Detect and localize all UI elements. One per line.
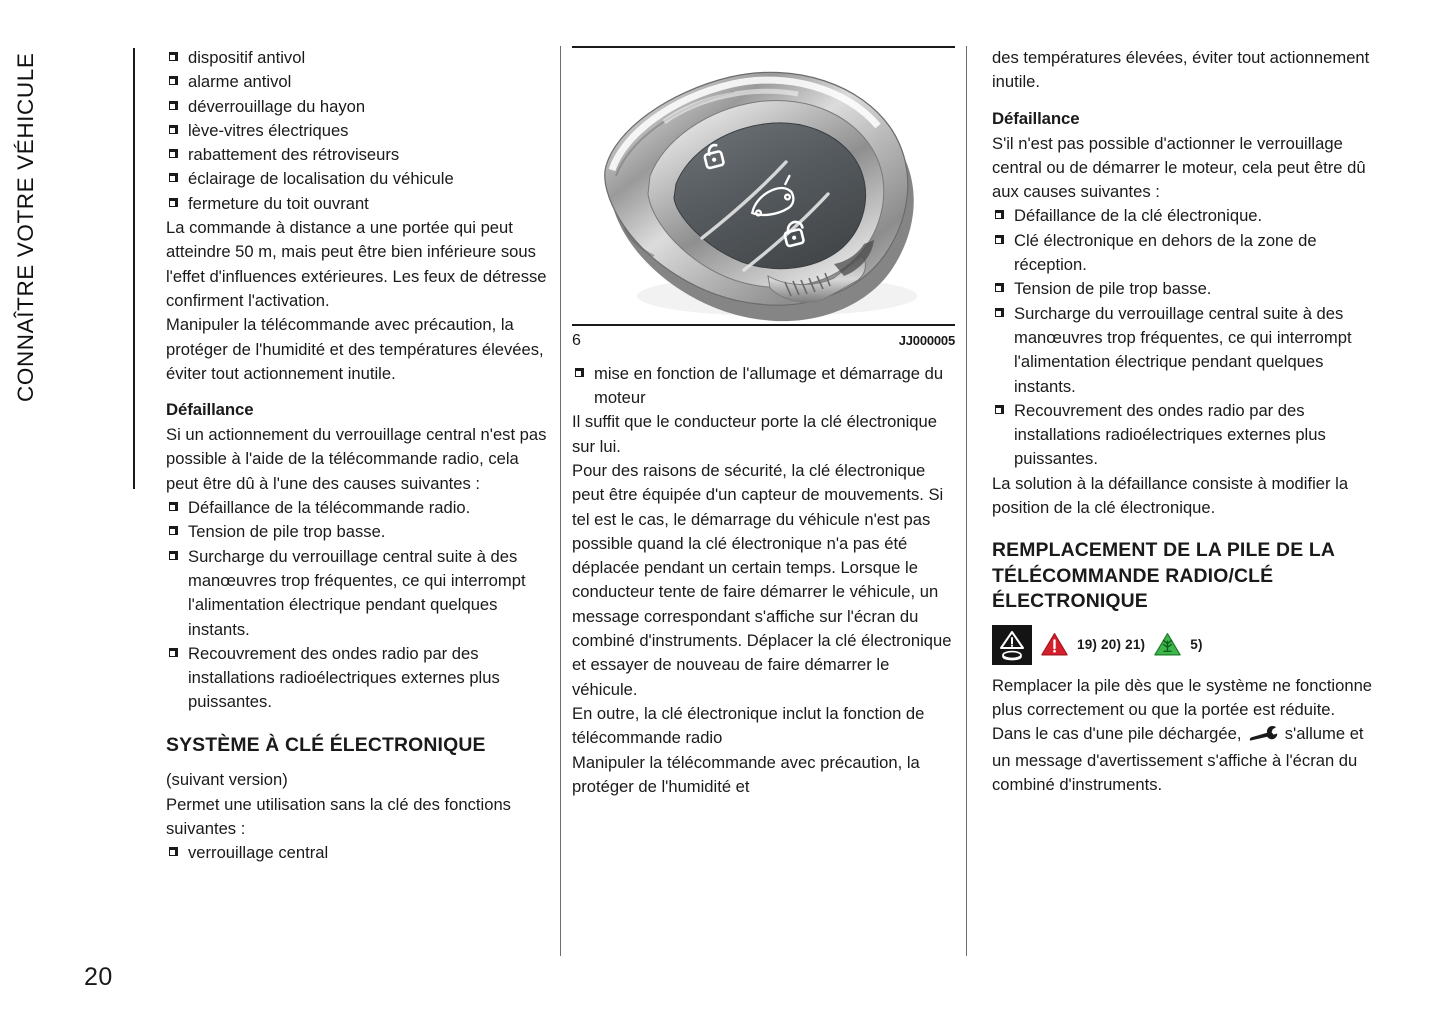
list-item [992,204,1374,228]
list-item [166,841,551,865]
list-item-label: éclairage de localisation du véhicule [188,169,454,189]
list-item [166,192,551,216]
column-3 [992,46,1374,797]
paragraph-range: La commande à distance a une portée qui peut atteindre 50 m, mais peut être bien inférieure sous l'effet d'influences extérieures. Les feux de détresse confirment l'activation. [166,218,547,310]
warning-icon-row [992,625,1374,665]
paragraph-solution: La solution à la défaillance consiste à modifier la position de la clé électronique. [992,473,1349,518]
square-bullet-icon [169,551,178,560]
chapter-tab-label: CONNAÎTRE VOTRE VÉHICULE [13,52,38,402]
list-item-label: Surcharge du verrouillage central suite à des manœuvres trop fréquentes, ce qui interrompt l'alimentation électrique pendant quelques instants. [1014,303,1352,396]
paragraph-motion-sensor: Pour des raisons de sécurité, la clé électronique peut être équipée d'un capteur de mouvements. Si tel est le cas, le démarrage du véhicule n'est pas possible quand la clé électronique n'a pas été déplacée pendant un certain temps. Lorsque le conducteur tente de faire démarrer le véhicule, un message correspondant s'affiche sur l'écran du combiné d'instruments. Déplacer la clé électronique et essayer de nouveau de faire démarrer le véhicule. [572,460,952,699]
list-item [166,46,551,70]
square-bullet-icon [169,847,178,856]
list-item-label: dispositif antivol [188,48,306,67]
discharged-text-before: Dans le cas d'une pile déchargée, [992,724,1242,744]
page-number: 20 [84,963,113,991]
square-bullet-icon [169,76,178,85]
list-item-label: Défaillance de la clé électronique. [1014,206,1263,226]
heading-remplacement-pile: REMPLACEMENT DE LA PILE DE LA TÉLÉCOMMANDE RADIO/CLÉ ÉLECTRONIQUE [992,539,1335,613]
list-item [166,642,551,715]
list-item-label: lève-vitres électriques [188,120,349,140]
heading-defaillance: Défaillance [992,108,1080,128]
wrench-glyph [1248,725,1278,741]
figure-code: JJ000005 [898,332,955,348]
column-2 [572,46,955,799]
square-bullet-icon [169,125,178,134]
paragraph-radio-function: En outre, la clé électronique inclut la fonction de télécommande radio [572,703,925,748]
figure-key-fob [572,46,955,353]
list-item [166,70,551,94]
square-bullet-icon [169,502,178,511]
square-bullet-icon [995,405,1004,414]
heading-defaillance: Défaillance [166,400,254,420]
spacer [572,353,955,362]
list-item [992,277,1374,301]
square-bullet-icon [169,198,178,207]
paragraph-functions-intro: Permet une utilisation sans la clé des fonctions suivantes : [166,794,511,838]
list-item [992,229,1374,278]
paragraph-suivant-version: (suivant version) [166,770,288,790]
paragraph-defaillance-intro: Si un actionnement du verrouillage central n'est pas possible à l'aide de la télécommande radio, cela peut être dû à l'une des causes suivantes : [166,425,547,493]
paragraph-replace-battery: Remplacer la pile dès que le système ne fonctionne plus correctement ou que la portée est réduite. [992,675,1373,720]
square-bullet-icon [995,210,1004,219]
square-bullet-icon [169,149,178,158]
battery-warning-icon [992,625,1032,665]
paragraph-handling-cont: Manipuler la télécommande avec précaution, la protéger de l'humidité et [572,752,920,796]
list-item-label: Recouvrement des ondes radio par des installations radioélectriques externes plus puissantes. [188,643,500,712]
list-item [166,496,551,520]
list-item-label: Défaillance de la télécommande radio. [188,498,471,518]
square-bullet-icon [995,235,1004,244]
battery-warning-glyph [995,628,1029,662]
square-bullet-icon [169,101,178,110]
functions-list [166,841,551,865]
list-item-label: Clé électronique en dehors de la zone de réception. [1014,230,1317,275]
list-item-label: Recouvrement des ondes radio par des installations radioélectriques externes plus puissantes. [1014,400,1326,469]
paragraph-handling: Manipuler la télécommande avec précaution, la protéger de l'humidité et des températures élevées, éviter tout actionnement inutile. [166,315,544,383]
list-item [166,95,551,119]
list-item-label: mise en fonction de l'allumage et démarrage du moteur [594,363,944,408]
square-bullet-icon [995,308,1004,317]
square-bullet-icon [169,526,178,535]
causes-list [166,496,551,715]
list-item-label: Tension de pile trop basse. [188,522,386,542]
paragraph-defaillance-intro: S'il n'est pas possible d'actionner le verrouillage central ou de démarrer le moteur, cela peut être dû aux causes suivantes : [992,133,1366,202]
figure-number: 6 [572,331,581,349]
green-environment-triangle-icon [1154,632,1181,657]
list-item-label: déverrouillage du hayon [188,96,366,116]
discharged-text-after: s'allume et un message d'avertissement s'affiche à l'écran du combiné d'instruments. [992,724,1364,795]
list-item-label: fermeture du toit ouvrant [188,193,369,213]
list-item [166,119,551,143]
key-fob-illustration [572,48,955,324]
square-bullet-icon [575,368,584,377]
figure-image [572,48,955,324]
list-item-label: Tension de pile trop basse. [1014,279,1212,299]
chapter-tab [0,48,52,488]
paragraph-carry-key: Il suffit que le conducteur porte la clé électronique sur lui. [572,412,937,456]
list-item-label: verrouillage central [188,843,329,863]
square-bullet-icon [995,283,1004,292]
list-item-label: rabattement des rétroviseurs [188,145,400,165]
list-item [166,520,551,544]
list-item [992,302,1374,399]
list-item [166,167,551,191]
wrench-icon [1248,724,1278,748]
square-bullet-icon [169,52,178,61]
column-divider-1 [560,46,561,956]
red-warning-triangle-icon [1041,632,1068,657]
figure-caption [572,326,955,353]
list-item [166,143,551,167]
square-bullet-icon [169,173,178,182]
paragraph-handling-end: des températures élevées, éviter tout actionnement inutile. [992,48,1370,92]
chapter-tab-rule [133,48,135,489]
functions-list-cont [572,362,955,411]
list-item [166,545,551,642]
list-item [572,362,955,411]
causes-list [992,204,1374,471]
paragraph-discharged-battery [992,722,1374,797]
feature-list-top [166,46,551,216]
list-item-label: Surcharge du verrouillage central suite à des manœuvres trop fréquentes, ce qui interrompt l'alimentation électrique pendant quelques instants. [188,546,526,639]
column-divider-2 [966,46,967,956]
column-1 [166,46,551,865]
heading-systeme-cle-electronique: SYSTÈME À CLÉ ÉLECTRONIQUE [166,733,486,756]
square-bullet-icon [169,648,178,657]
list-item-label: alarme antivol [188,72,292,92]
list-item [992,399,1374,472]
red-warning-references: 19) 20) 21) [1077,636,1146,652]
green-environment-references: 5) [1190,636,1203,652]
